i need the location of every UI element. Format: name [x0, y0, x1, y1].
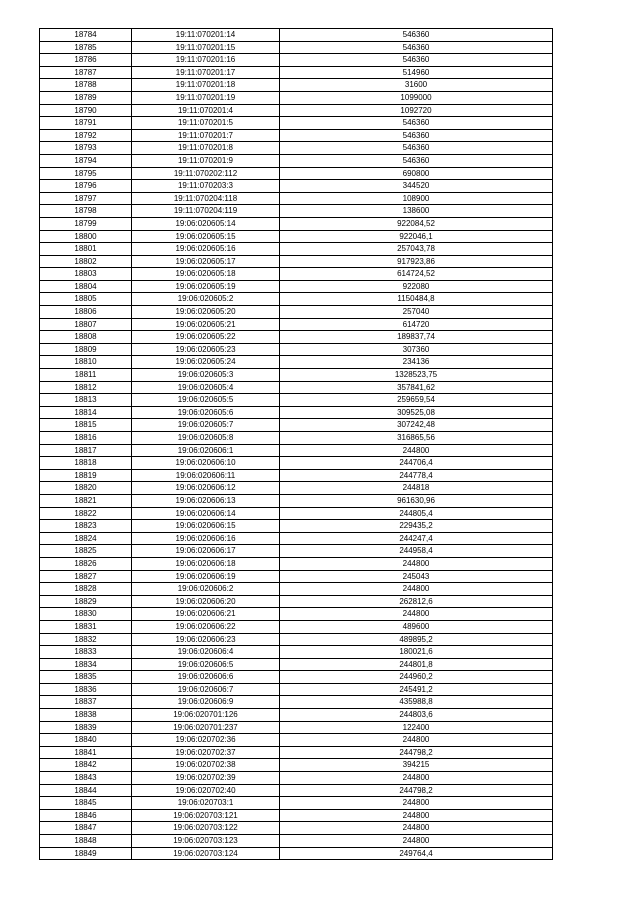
value-cell: 244800 [280, 734, 553, 747]
row-number-cell: 18833 [40, 646, 132, 659]
value-cell: 245491,2 [280, 683, 553, 696]
value-cell: 922046,1 [280, 230, 553, 243]
value-cell: 344520 [280, 180, 553, 193]
row-number-cell: 18844 [40, 784, 132, 797]
row-number-cell: 18800 [40, 230, 132, 243]
table-row [40, 318, 553, 331]
table-row [40, 746, 553, 759]
row-number-cell: 18806 [40, 306, 132, 319]
cadastral-number-cell: 19:11:070201:16 [132, 54, 280, 67]
table-row [40, 759, 553, 772]
table-row [40, 545, 553, 558]
value-cell: 244958,4 [280, 545, 553, 558]
table-row [40, 406, 553, 419]
value-cell: 244247,4 [280, 532, 553, 545]
table-row [40, 797, 553, 810]
row-number-cell: 18797 [40, 192, 132, 205]
value-cell: 244706,4 [280, 457, 553, 470]
table-row [40, 217, 553, 230]
value-cell: 307360 [280, 343, 553, 356]
value-cell: 244960,2 [280, 671, 553, 684]
table-row [40, 419, 553, 432]
value-cell: 244778,4 [280, 469, 553, 482]
value-cell: 1092720 [280, 104, 553, 117]
row-number-cell: 18835 [40, 671, 132, 684]
value-cell: 31600 [280, 79, 553, 92]
row-number-cell: 18793 [40, 142, 132, 155]
value-cell: 922084,52 [280, 217, 553, 230]
table-row [40, 709, 553, 722]
cadastral-number-cell: 19:06:020606:17 [132, 545, 280, 558]
value-cell: 357841,62 [280, 381, 553, 394]
table-row [40, 847, 553, 860]
value-cell: 244801,8 [280, 658, 553, 671]
row-number-cell: 18802 [40, 255, 132, 268]
cadastral-number-cell: 19:06:020605:7 [132, 419, 280, 432]
value-cell: 316865,56 [280, 432, 553, 445]
row-number-cell: 18792 [40, 129, 132, 142]
cadastral-number-cell: 19:06:020606:21 [132, 608, 280, 621]
table-row [40, 280, 553, 293]
table-row [40, 154, 553, 167]
cadastral-number-cell: 19:11:070201:4 [132, 104, 280, 117]
table-row [40, 129, 553, 142]
value-cell: 257040 [280, 306, 553, 319]
value-cell: 546360 [280, 154, 553, 167]
table-row [40, 29, 553, 42]
table-row [40, 532, 553, 545]
cadastral-number-cell: 19:11:070201:9 [132, 154, 280, 167]
table-row [40, 469, 553, 482]
row-number-cell: 18789 [40, 91, 132, 104]
cadastral-number-cell: 19:06:020606:9 [132, 696, 280, 709]
table-row [40, 369, 553, 382]
cadastral-number-cell: 19:06:020605:19 [132, 280, 280, 293]
cadastral-number-cell: 19:06:020703:123 [132, 835, 280, 848]
row-number-cell: 18824 [40, 532, 132, 545]
cadastral-number-cell: 19:06:020703:121 [132, 809, 280, 822]
row-number-cell: 18811 [40, 369, 132, 382]
cadastral-number-cell: 19:06:020605:22 [132, 331, 280, 344]
cadastral-number-cell: 19:11:070203:3 [132, 180, 280, 193]
cadastral-number-cell: 19:11:070201:14 [132, 29, 280, 42]
table-row [40, 381, 553, 394]
value-cell: 244800 [280, 809, 553, 822]
cadastral-number-cell: 19:06:020606:11 [132, 469, 280, 482]
table-row [40, 205, 553, 218]
cadastral-number-cell: 19:06:020605:4 [132, 381, 280, 394]
row-number-cell: 18814 [40, 406, 132, 419]
table-body [40, 29, 553, 860]
table-row [40, 721, 553, 734]
row-number-cell: 18808 [40, 331, 132, 344]
cadastral-number-cell: 19:06:020606:14 [132, 507, 280, 520]
row-number-cell: 18822 [40, 507, 132, 520]
row-number-cell: 18834 [40, 658, 132, 671]
table-row [40, 66, 553, 79]
cadastral-number-cell: 19:06:020606:13 [132, 494, 280, 507]
value-cell: 961630,96 [280, 494, 553, 507]
value-cell: 245043 [280, 570, 553, 583]
table-row [40, 394, 553, 407]
table-row [40, 230, 553, 243]
cadastral-number-cell: 19:06:020702:40 [132, 784, 280, 797]
row-number-cell: 18801 [40, 243, 132, 256]
value-cell: 244800 [280, 583, 553, 596]
table-row [40, 809, 553, 822]
row-number-cell: 18817 [40, 444, 132, 457]
row-number-cell: 18805 [40, 293, 132, 306]
table-row [40, 41, 553, 54]
value-cell: 244818 [280, 482, 553, 495]
table-row [40, 835, 553, 848]
row-number-cell: 18788 [40, 79, 132, 92]
row-number-cell: 18813 [40, 394, 132, 407]
cadastral-number-cell: 19:06:020606:4 [132, 646, 280, 659]
value-cell: 546360 [280, 117, 553, 130]
value-cell: 244798,2 [280, 784, 553, 797]
table-row [40, 583, 553, 596]
value-cell: 108900 [280, 192, 553, 205]
table-row [40, 243, 553, 256]
value-cell: 244803,6 [280, 709, 553, 722]
row-number-cell: 18820 [40, 482, 132, 495]
value-cell: 229435,2 [280, 520, 553, 533]
value-cell: 234136 [280, 356, 553, 369]
table-row [40, 444, 553, 457]
value-cell: 138600 [280, 205, 553, 218]
row-number-cell: 18787 [40, 66, 132, 79]
value-cell: 1099000 [280, 91, 553, 104]
value-cell: 244800 [280, 797, 553, 810]
cadastral-number-cell: 19:06:020605:17 [132, 255, 280, 268]
cadastral-number-cell: 19:06:020605:6 [132, 406, 280, 419]
table-row [40, 268, 553, 281]
cadastral-number-cell: 19:06:020605:8 [132, 432, 280, 445]
row-number-cell: 18825 [40, 545, 132, 558]
cadastral-number-cell: 19:06:020605:2 [132, 293, 280, 306]
value-cell: 244800 [280, 772, 553, 785]
table-row [40, 633, 553, 646]
cadastral-number-cell: 19:06:020606:10 [132, 457, 280, 470]
cadastral-number-cell: 19:11:070204:119 [132, 205, 280, 218]
row-number-cell: 18794 [40, 154, 132, 167]
row-number-cell: 18838 [40, 709, 132, 722]
value-cell: 546360 [280, 41, 553, 54]
table-row [40, 494, 553, 507]
table-row [40, 255, 553, 268]
value-cell: 244800 [280, 835, 553, 848]
table-row [40, 608, 553, 621]
cadastral-number-cell: 19:06:020606:18 [132, 557, 280, 570]
row-number-cell: 18848 [40, 835, 132, 848]
table-row [40, 180, 553, 193]
value-cell: 309525,08 [280, 406, 553, 419]
row-number-cell: 18803 [40, 268, 132, 281]
cadastral-number-cell: 19:06:020605:3 [132, 369, 280, 382]
value-cell: 262812,6 [280, 595, 553, 608]
cadastral-number-cell: 19:11:070204:118 [132, 192, 280, 205]
value-cell: 546360 [280, 29, 553, 42]
row-number-cell: 18823 [40, 520, 132, 533]
cadastral-number-cell: 19:06:020702:36 [132, 734, 280, 747]
row-number-cell: 18837 [40, 696, 132, 709]
table-row [40, 192, 553, 205]
cadastral-number-cell: 19:06:020703:122 [132, 822, 280, 835]
row-number-cell: 18827 [40, 570, 132, 583]
value-cell: 307242,48 [280, 419, 553, 432]
table-row [40, 557, 553, 570]
row-number-cell: 18830 [40, 608, 132, 621]
table-row [40, 293, 553, 306]
value-cell: 489895,2 [280, 633, 553, 646]
value-cell: 614724,52 [280, 268, 553, 281]
value-cell: 257043,78 [280, 243, 553, 256]
cadastral-number-cell: 19:06:020606:23 [132, 633, 280, 646]
cadastral-number-cell: 19:06:020703:1 [132, 797, 280, 810]
cadastral-number-cell: 19:06:020606:19 [132, 570, 280, 583]
data-table [39, 28, 553, 860]
cadastral-number-cell: 19:06:020606:1 [132, 444, 280, 457]
value-cell: 244800 [280, 557, 553, 570]
value-cell: 244798,2 [280, 746, 553, 759]
row-number-cell: 18796 [40, 180, 132, 193]
cadastral-number-cell: 19:06:020606:22 [132, 620, 280, 633]
row-number-cell: 18816 [40, 432, 132, 445]
cadastral-number-cell: 19:11:070201:19 [132, 91, 280, 104]
cadastral-number-cell: 19:11:070201:18 [132, 79, 280, 92]
cadastral-number-cell: 19:06:020701:237 [132, 721, 280, 734]
value-cell: 614720 [280, 318, 553, 331]
value-cell: 122400 [280, 721, 553, 734]
cadastral-number-cell: 19:06:020605:20 [132, 306, 280, 319]
value-cell: 1150484,8 [280, 293, 553, 306]
cadastral-number-cell: 19:11:070201:8 [132, 142, 280, 155]
row-number-cell: 18845 [40, 797, 132, 810]
cadastral-number-cell: 19:11:070202:112 [132, 167, 280, 180]
table-row [40, 772, 553, 785]
table-row [40, 683, 553, 696]
table-row [40, 822, 553, 835]
row-number-cell: 18839 [40, 721, 132, 734]
table-row [40, 595, 553, 608]
cadastral-number-cell: 19:06:020605:16 [132, 243, 280, 256]
row-number-cell: 18846 [40, 809, 132, 822]
table-row [40, 620, 553, 633]
row-number-cell: 18819 [40, 469, 132, 482]
value-cell: 514960 [280, 66, 553, 79]
table-row [40, 104, 553, 117]
value-cell: 180021,6 [280, 646, 553, 659]
cadastral-number-cell: 19:11:070201:17 [132, 66, 280, 79]
cadastral-number-cell: 19:06:020606:6 [132, 671, 280, 684]
table-row [40, 79, 553, 92]
cadastral-number-cell: 19:06:020606:20 [132, 595, 280, 608]
row-number-cell: 18818 [40, 457, 132, 470]
cadastral-number-cell: 19:11:070201:15 [132, 41, 280, 54]
row-number-cell: 18829 [40, 595, 132, 608]
row-number-cell: 18798 [40, 205, 132, 218]
row-number-cell: 18810 [40, 356, 132, 369]
cadastral-number-cell: 19:06:020606:12 [132, 482, 280, 495]
table-row [40, 331, 553, 344]
cadastral-number-cell: 19:06:020703:124 [132, 847, 280, 860]
row-number-cell: 18842 [40, 759, 132, 772]
value-cell: 394215 [280, 759, 553, 772]
row-number-cell: 18843 [40, 772, 132, 785]
cadastral-number-cell: 19:06:020702:37 [132, 746, 280, 759]
row-number-cell: 18828 [40, 583, 132, 596]
row-number-cell: 18812 [40, 381, 132, 394]
table-row [40, 457, 553, 470]
cadastral-number-cell: 19:11:070201:7 [132, 129, 280, 142]
row-number-cell: 18785 [40, 41, 132, 54]
cadastral-number-cell: 19:06:020701:126 [132, 709, 280, 722]
row-number-cell: 18840 [40, 734, 132, 747]
table-row [40, 671, 553, 684]
table-row [40, 520, 553, 533]
row-number-cell: 18809 [40, 343, 132, 356]
cadastral-number-cell: 19:06:020606:7 [132, 683, 280, 696]
row-number-cell: 18804 [40, 280, 132, 293]
row-number-cell: 18784 [40, 29, 132, 42]
row-number-cell: 18832 [40, 633, 132, 646]
row-number-cell: 18841 [40, 746, 132, 759]
table-row [40, 784, 553, 797]
value-cell: 489600 [280, 620, 553, 633]
table-row [40, 343, 553, 356]
table-row [40, 482, 553, 495]
table-row [40, 142, 553, 155]
value-cell: 244805,4 [280, 507, 553, 520]
cadastral-number-cell: 19:06:020605:14 [132, 217, 280, 230]
value-cell: 917923,86 [280, 255, 553, 268]
row-number-cell: 18847 [40, 822, 132, 835]
table-row [40, 54, 553, 67]
cadastral-number-cell: 19:06:020702:39 [132, 772, 280, 785]
value-cell: 1328523,75 [280, 369, 553, 382]
row-number-cell: 18790 [40, 104, 132, 117]
table-row [40, 658, 553, 671]
value-cell: 259659,54 [280, 394, 553, 407]
row-number-cell: 18849 [40, 847, 132, 860]
cadastral-number-cell: 19:06:020702:38 [132, 759, 280, 772]
table-row [40, 356, 553, 369]
row-number-cell: 18791 [40, 117, 132, 130]
cadastral-number-cell: 19:06:020606:2 [132, 583, 280, 596]
cadastral-number-cell: 19:06:020606:16 [132, 532, 280, 545]
row-number-cell: 18815 [40, 419, 132, 432]
value-cell: 922080 [280, 280, 553, 293]
row-number-cell: 18786 [40, 54, 132, 67]
table-row [40, 696, 553, 709]
cadastral-number-cell: 19:06:020605:15 [132, 230, 280, 243]
cadastral-number-cell: 19:06:020606:15 [132, 520, 280, 533]
value-cell: 189837,74 [280, 331, 553, 344]
cadastral-number-cell: 19:06:020605:21 [132, 318, 280, 331]
table-row [40, 570, 553, 583]
cadastral-number-cell: 19:06:020605:24 [132, 356, 280, 369]
value-cell: 249764,4 [280, 847, 553, 860]
row-number-cell: 18807 [40, 318, 132, 331]
table-row [40, 646, 553, 659]
cadastral-number-cell: 19:06:020606:5 [132, 658, 280, 671]
row-number-cell: 18821 [40, 494, 132, 507]
cadastral-number-cell: 19:11:070201:5 [132, 117, 280, 130]
table-row [40, 507, 553, 520]
value-cell: 690800 [280, 167, 553, 180]
row-number-cell: 18799 [40, 217, 132, 230]
value-cell: 546360 [280, 54, 553, 67]
value-cell: 546360 [280, 129, 553, 142]
table-row [40, 306, 553, 319]
row-number-cell: 18836 [40, 683, 132, 696]
cadastral-number-cell: 19:06:020605:23 [132, 343, 280, 356]
row-number-cell: 18795 [40, 167, 132, 180]
row-number-cell: 18826 [40, 557, 132, 570]
cadastral-number-cell: 19:06:020605:5 [132, 394, 280, 407]
table-row [40, 734, 553, 747]
value-cell: 546360 [280, 142, 553, 155]
cadastral-number-cell: 19:06:020605:18 [132, 268, 280, 281]
value-cell: 244800 [280, 822, 553, 835]
table-row [40, 91, 553, 104]
table-row [40, 432, 553, 445]
row-number-cell: 18831 [40, 620, 132, 633]
table-row [40, 167, 553, 180]
table-row [40, 117, 553, 130]
value-cell: 244800 [280, 444, 553, 457]
value-cell: 435988,8 [280, 696, 553, 709]
value-cell: 244800 [280, 608, 553, 621]
